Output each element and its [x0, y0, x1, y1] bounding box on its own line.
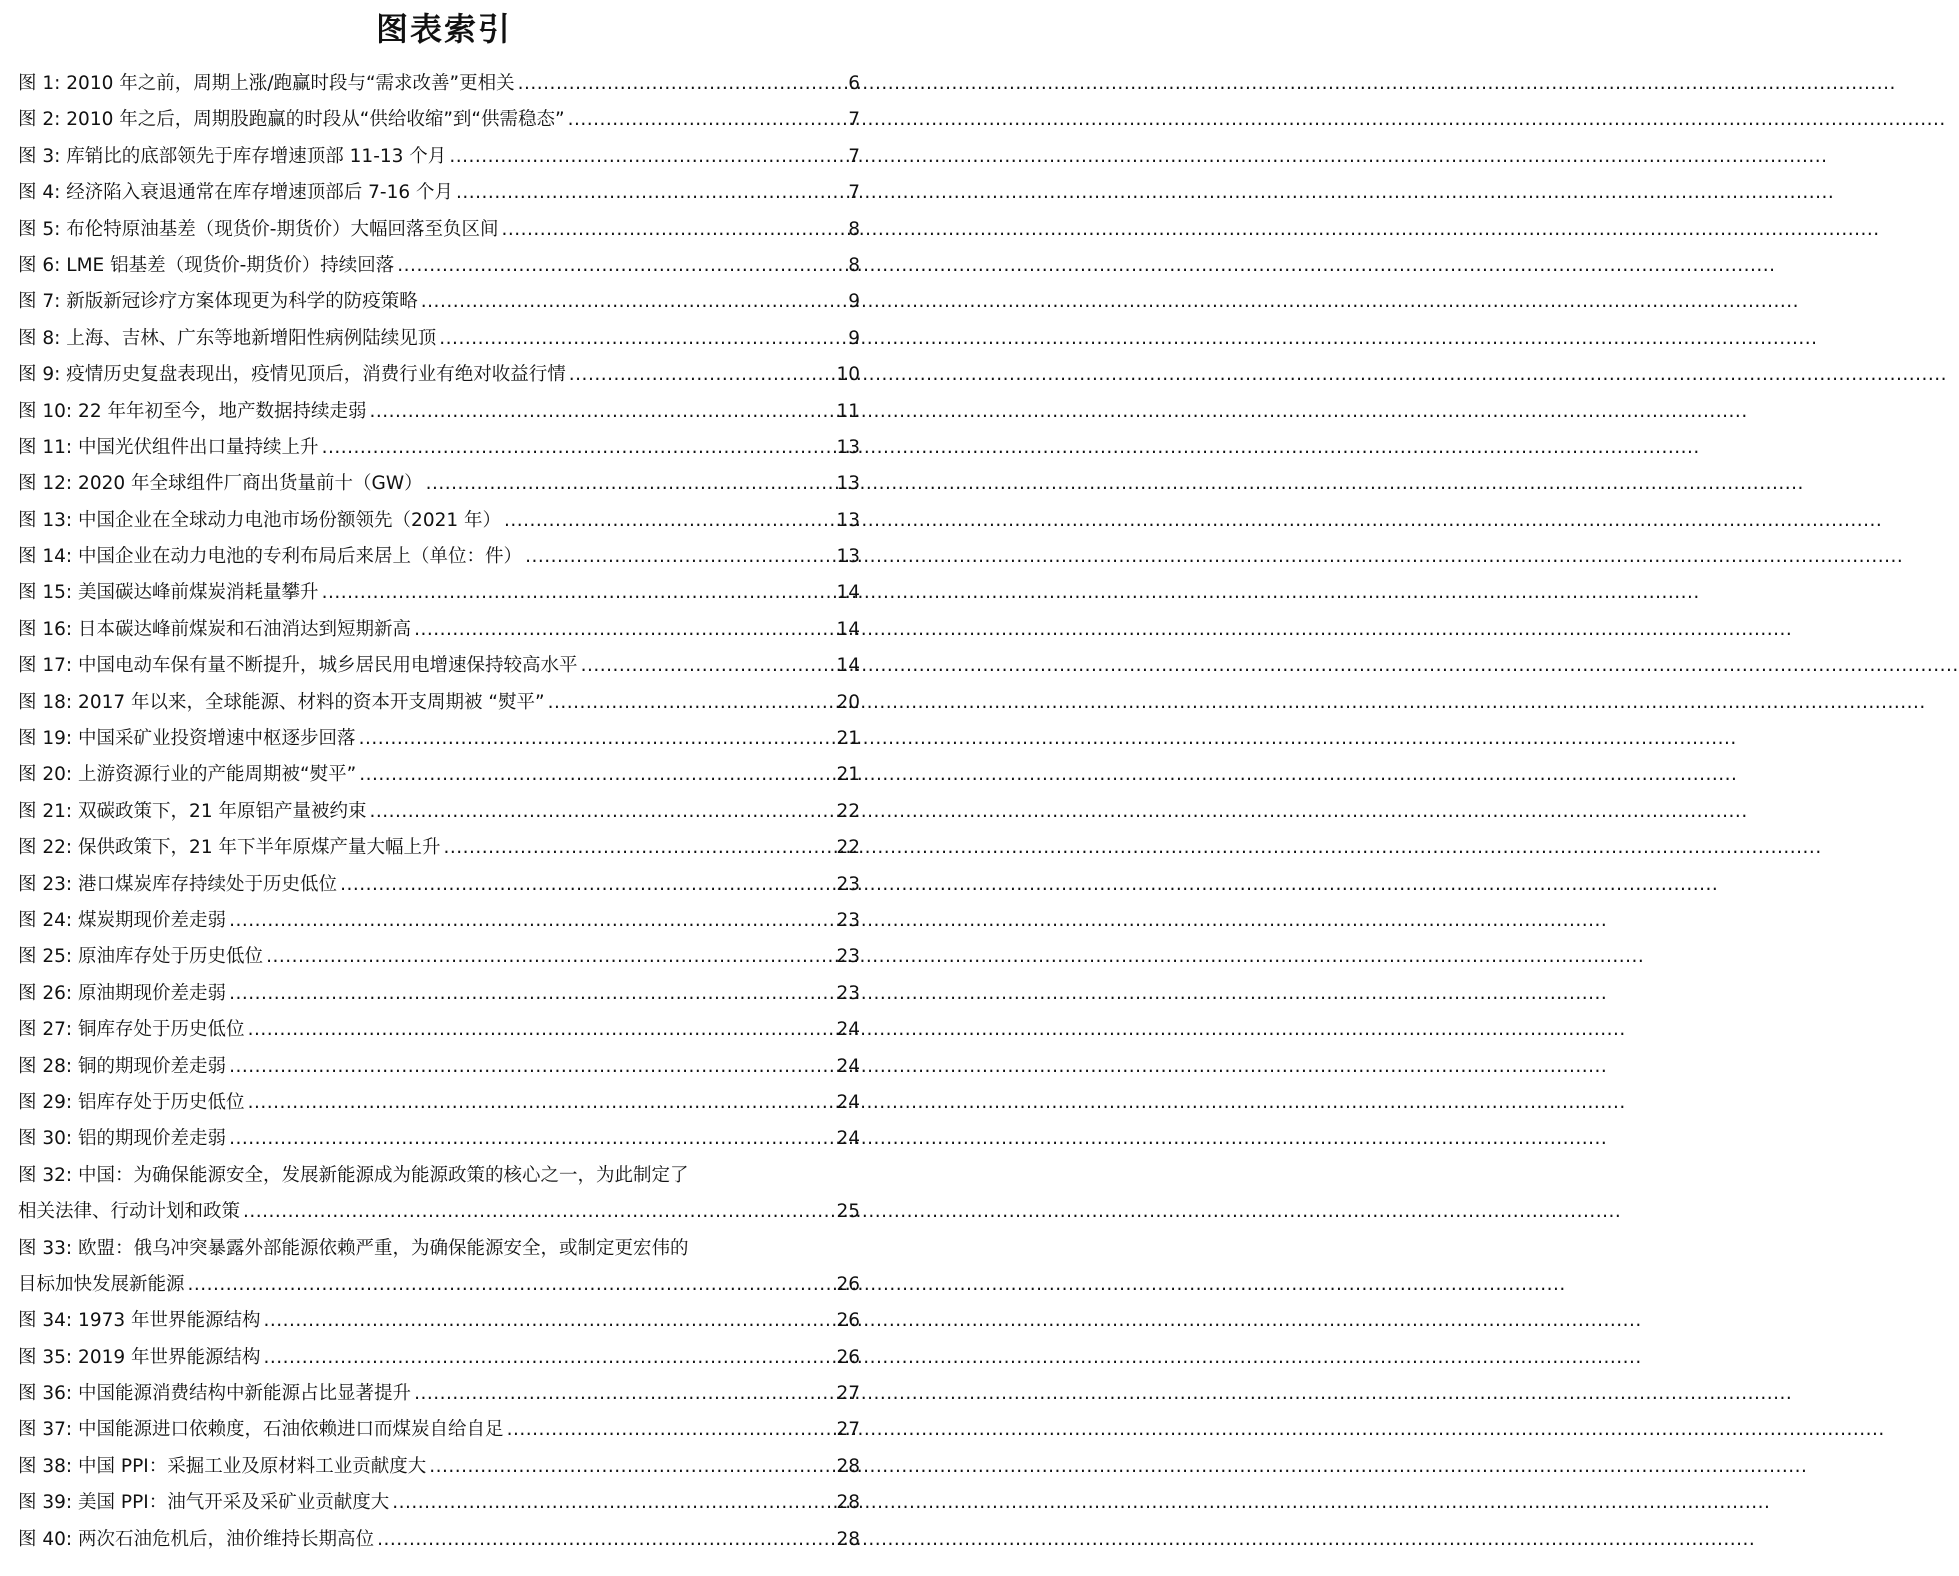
toc-entry-page: 13 [836, 546, 860, 568]
toc-entry-title-wrap [18, 539, 522, 575]
toc-entry-page: 9 [848, 291, 860, 313]
toc-entry[interactable] [18, 321, 860, 357]
toc-entry[interactable] [18, 175, 860, 211]
toc-entry-title-wrap [18, 1303, 261, 1339]
toc-entry[interactable] [18, 394, 860, 430]
toc-entry[interactable] [18, 794, 860, 830]
toc-entry-page: 13 [836, 436, 860, 458]
dot-leader [568, 102, 846, 138]
toc-entry-title: 双碳政策下，21 年原铝产量被约束 [78, 800, 367, 822]
toc-entry-title: 疫情历史复盘表现出，疫情见顶后，消费行业有绝对收益行情 [66, 364, 566, 386]
toc-entry-title-line2: 目标加快发展新能源 [18, 1273, 185, 1295]
toc-entry-title: 保供政策下，21 年下半年原煤产量大幅上升 [78, 837, 441, 859]
dot-leader [369, 394, 833, 430]
toc-entry-title-line1 [18, 1231, 860, 1267]
dot-leader [397, 248, 845, 284]
toc-entry-title: 2010 年之前，周期上涨/跑赢时段与“需求改善”更相关 [66, 73, 515, 94]
toc-entry-label: 图 37: [18, 1419, 73, 1441]
toc-entry-title: 上海、吉林、广东等地新增阳性病例陆续见顶 [66, 327, 437, 349]
toc-entry-page: 13 [836, 509, 860, 531]
toc-entry-label: 图 1: [18, 73, 61, 94]
toc-entry[interactable] [18, 1121, 860, 1157]
toc-entry-label: 图 21: [18, 800, 73, 822]
toc-entry-title: 中国电动车保有量不断提升，城乡居民用电增速保持较高水平 [78, 655, 578, 677]
toc-entry-title-wrap [18, 1412, 504, 1448]
toc-entry-title: 2019 年世界能源结构 [78, 1346, 261, 1368]
toc-entry-label: 图 32: [18, 1164, 73, 1186]
toc-entry-title: 上游资源行业的产能周期被“熨平” [78, 764, 357, 786]
toc-entry-title-wrap [18, 575, 319, 611]
dot-leader [443, 830, 833, 866]
toc-entry-label: 图 16: [18, 618, 73, 640]
toc-entry-label: 图 20: [18, 764, 73, 786]
toc-entry[interactable] [18, 1412, 860, 1448]
toc-entry[interactable] [18, 1376, 860, 1412]
toc-entry[interactable] [18, 612, 860, 648]
toc-entry-title-wrap [18, 1485, 389, 1521]
toc-entry[interactable] [18, 66, 860, 102]
toc-entry-label: 图 2: [18, 109, 61, 131]
toc-entry-title: 中国能源进口依赖度，石油依赖进口而煤炭自给自足 [78, 1419, 504, 1441]
toc-entry-page: 13 [836, 473, 860, 495]
toc-entry-title-wrap [18, 1340, 261, 1376]
dot-leader [456, 175, 845, 211]
toc-entry-title-wrap [18, 102, 565, 138]
toc-entry-title: 两次石油危机后，油价维持长期高位 [78, 1528, 375, 1550]
toc-entry-page: 23 [836, 946, 860, 968]
toc-entry-label: 图 36: [18, 1383, 73, 1405]
toc-entry-page: 14 [836, 582, 860, 604]
toc-entry[interactable] [18, 212, 860, 248]
toc-entry-title: 中国采矿业投资增速中枢逐步回落 [78, 728, 356, 750]
toc-entry-title-wrap [18, 175, 453, 211]
toc-entry-label: 图 12: [18, 473, 73, 495]
toc-entry-title: 港口煤炭库存持续处于历史低位 [78, 873, 338, 895]
toc-entry-label: 图 40: [18, 1528, 73, 1550]
toc-entry-label: 图 39: [18, 1492, 73, 1514]
dot-leader [581, 648, 834, 684]
toc-entry-title: 铜的期现价差走弱 [78, 1055, 227, 1077]
toc-entry-title: 2010 年之后，周期股跑赢的时段从“供给收缩”到“供需稳态” [66, 109, 565, 131]
dot-leader [414, 1376, 833, 1412]
toc-entry-label: 图 24: [18, 909, 73, 931]
toc-entry-label: 图 4: [18, 182, 61, 204]
toc-entry-title-wrap [18, 357, 566, 393]
dot-leader [421, 284, 845, 320]
toc-entry-title-wrap [18, 757, 356, 793]
dot-leader [392, 1485, 833, 1521]
page-title: 图表索引 [375, 10, 512, 48]
toc-entry-title-wrap [18, 721, 356, 757]
toc-entry-page: 28 [836, 1528, 860, 1550]
toc-entry-title: 2020 年全球组件厂商出货量前十（GW） [78, 473, 423, 495]
toc-entry-page: 27 [836, 1383, 860, 1405]
toc-entry-label: 图 30: [18, 1128, 73, 1150]
toc-entry-label: 图 28: [18, 1055, 73, 1077]
toc-entry[interactable] [18, 1485, 860, 1521]
toc-entry-label: 图 33: [18, 1237, 73, 1259]
dot-leader [359, 757, 833, 793]
toc-entry-title-line1 [18, 1158, 860, 1194]
toc-entry-label: 图 25: [18, 946, 73, 968]
toc-entry[interactable] [18, 357, 860, 393]
toc-entry-label: 图 8: [18, 327, 61, 349]
toc-entry-title: 中国光伏组件出口量持续上升 [78, 436, 319, 458]
toc-entry[interactable] [18, 1158, 860, 1231]
toc-entry-title-wrap [18, 830, 440, 866]
dot-leader [264, 1340, 834, 1376]
toc-entry-title-wrap [18, 430, 319, 466]
toc-entry-label: 图 13: [18, 509, 73, 531]
toc-entry-title-wrap [18, 1012, 245, 1048]
toc-entry-page: 7 [848, 182, 860, 204]
toc-entry-title-wrap [18, 1522, 374, 1558]
toc-entry-title-wrap [18, 867, 337, 903]
toc-entry-page: 26 [836, 1346, 860, 1368]
toc-entry[interactable] [18, 757, 860, 793]
toc-entry-label: 图 6: [18, 254, 61, 276]
toc-entry-title: 库销比的底部领先于库存增速顶部 11-13 个月 [66, 145, 447, 167]
toc-entry-title: LME 铝基差（现货价-期货价）持续回落 [66, 254, 395, 276]
toc-entry-title: 22 年年初至今，地产数据持续走弱 [78, 400, 367, 422]
toc-entry-page: 28 [836, 1455, 860, 1477]
toc-entry-page: 27 [836, 1419, 860, 1441]
toc-entry-page: 7 [848, 109, 860, 131]
toc-entry-title-wrap [18, 1085, 245, 1121]
toc-entry-page: 7 [848, 145, 860, 167]
toc-entry-label: 图 27: [18, 1019, 73, 1041]
toc-entry-title: 铝库存处于历史低位 [78, 1091, 245, 1113]
toc-entry-title-wrap [18, 394, 366, 430]
dot-leader [229, 903, 833, 939]
dot-leader [507, 1412, 834, 1448]
toc-entry-page: 23 [836, 873, 860, 895]
toc-entry[interactable] [18, 830, 860, 866]
dot-leader [248, 1012, 834, 1048]
toc-entry-label: 图 15: [18, 582, 73, 604]
toc-entry-label: 图 38: [18, 1455, 73, 1477]
toc-entry-label: 图 34: [18, 1310, 73, 1332]
toc-entry-title-wrap [18, 212, 498, 248]
dot-leader [525, 539, 833, 575]
toc-entry-title-wrap [18, 284, 418, 320]
toc-entry[interactable] [18, 903, 860, 939]
dot-leader [359, 721, 834, 757]
toc-entry-title-wrap [18, 248, 394, 284]
toc-entry-title-wrap [18, 976, 226, 1012]
toc-entry-title: 中国企业在动力电池的专利布局后来居上（单位：件） [78, 546, 523, 568]
dot-leader [414, 612, 833, 648]
dot-leader [248, 1085, 834, 1121]
toc-entry-label: 图 17: [18, 655, 73, 677]
toc-entry-label: 图 14: [18, 546, 73, 568]
dot-leader [266, 939, 833, 975]
toc-entry-title-wrap [18, 794, 366, 830]
toc-entry-page: 23 [836, 909, 860, 931]
toc-entry[interactable] [18, 939, 860, 975]
toc-entry-page: 8 [848, 218, 860, 240]
toc-entry-label: 图 18: [18, 691, 73, 713]
toc-entry-page: 24 [836, 1128, 860, 1150]
toc-entry[interactable] [18, 976, 860, 1012]
toc-entry-title-wrap [18, 1121, 226, 1157]
toc-entry-title-wrap [18, 1449, 426, 1485]
toc-entry-label: 图 7: [18, 291, 61, 313]
toc-entry[interactable] [18, 1449, 860, 1485]
toc-entry-label: 图 22: [18, 837, 73, 859]
toc-entry-page: 20 [836, 691, 860, 713]
toc-entry-title: 经济陷入衰退通常在库存增速顶部后 7-16 个月 [66, 182, 454, 204]
toc-entry-title-wrap [18, 1376, 411, 1412]
toc-entry-title: 中国能源消费结构中新能源占比显著提升 [78, 1383, 412, 1405]
toc-entry-label: 图 29: [18, 1091, 73, 1113]
toc-entry[interactable] [18, 648, 860, 684]
toc-entry-page: 24 [836, 1019, 860, 1041]
dot-leader [548, 685, 834, 721]
toc-entry-page: 14 [836, 618, 860, 640]
dot-leader [229, 976, 833, 1012]
toc-entry-title-line2: 相关法律、行动计划和政策 [18, 1201, 241, 1223]
toc-entry-page: 8 [848, 254, 860, 276]
toc-entry-title-wrap [18, 648, 578, 684]
dot-leader [429, 1449, 833, 1485]
toc-entry-page: 22 [836, 837, 860, 859]
toc-entry-title: 新版新冠诊疗方案体现更为科学的防疫策略 [66, 291, 418, 313]
toc-entry-page: 14 [836, 655, 860, 677]
toc-entry[interactable] [18, 430, 860, 466]
toc-entry-title: 铜库存处于历史低位 [78, 1019, 245, 1041]
toc-entry-title: 2017 年以来，全球能源、材料的资本开支周期被 “熨平” [78, 691, 545, 713]
dot-leader [264, 1303, 834, 1339]
toc-entry-page: 26 [836, 1310, 860, 1332]
toc-entry-title: 欧盟：俄乌冲突暴露外部能源依赖严重，为确保能源安全，或制定更宏伟的 [78, 1237, 689, 1259]
toc-entry-title: 中国：为确保能源安全，发展新能源成为能源政策的核心之一，为此制定了 [78, 1164, 689, 1186]
dot-leader [229, 1049, 833, 1085]
dot-leader [569, 357, 834, 393]
dot-leader [501, 212, 845, 248]
toc-entry-page: 23 [836, 982, 860, 1004]
toc-entry[interactable] [18, 1340, 860, 1376]
toc-entry-page: 9 [848, 327, 860, 349]
toc-entry[interactable] [18, 1085, 860, 1121]
toc-entry-label: 图 9: [18, 364, 61, 386]
toc-entry-page: 24 [836, 1055, 860, 1077]
toc-entry-title-wrap [18, 612, 411, 648]
toc-entry-title: 中国 PPI：采掘工业及原材料工业贡献度大 [78, 1455, 427, 1477]
toc-entry-label: 图 11: [18, 436, 73, 458]
dot-leader [243, 1194, 833, 1230]
toc-entry-title-wrap [18, 466, 423, 502]
toc-entry-title: 原油库存处于历史低位 [78, 946, 264, 968]
toc-entry-page: 11 [836, 400, 860, 422]
toc-entry-label: 图 19: [18, 728, 73, 750]
toc-entry[interactable] [18, 466, 860, 502]
dot-leader [504, 503, 833, 539]
toc-entry-page: 10 [836, 364, 860, 386]
dot-leader [439, 321, 845, 357]
toc-entry-title: 美国 PPI：油气开采及采矿业贡献度大 [78, 1492, 390, 1514]
toc-entry-label: 图 26: [18, 982, 73, 1004]
toc-entry[interactable] [18, 1049, 860, 1085]
dot-leader [377, 1522, 833, 1558]
toc-entry-page: 21 [836, 764, 860, 786]
toc-entry-title-wrap [18, 66, 515, 102]
table-of-figures [18, 66, 860, 1558]
toc-entry-page: 25 [836, 1201, 860, 1223]
dot-leader [340, 867, 833, 903]
toc-entry[interactable] [18, 867, 860, 903]
dot-leader [518, 66, 846, 102]
toc-entry-page: 24 [836, 1091, 860, 1113]
toc-entry-title: 美国碳达峰前煤炭消耗量攀升 [78, 582, 319, 604]
toc-entry-page: 28 [836, 1492, 860, 1514]
toc-entry-title: 日本碳达峰前煤炭和石油消达到短期新高 [78, 618, 412, 640]
toc-entry-title-wrap [18, 321, 436, 357]
toc-entry-title-wrap [18, 903, 226, 939]
toc-entry[interactable] [18, 248, 860, 284]
toc-entry-label: 图 5: [18, 218, 61, 240]
toc-entry-title: 铝的期现价差走弱 [78, 1128, 227, 1150]
toc-entry-title-wrap [18, 1049, 226, 1085]
toc-entry-title-wrap [18, 139, 446, 175]
toc-entry[interactable] [18, 503, 860, 539]
dot-leader [322, 575, 834, 611]
dot-leader [229, 1121, 833, 1157]
toc-entry[interactable] [18, 284, 860, 320]
toc-entry-label: 图 10: [18, 400, 73, 422]
toc-entry[interactable] [18, 1012, 860, 1048]
toc-entry[interactable] [18, 1231, 860, 1304]
toc-entry[interactable] [18, 139, 860, 175]
toc-entry-title: 原油期现价差走弱 [78, 982, 227, 1004]
dot-leader [322, 430, 834, 466]
dot-leader [369, 794, 833, 830]
toc-entry-page: 26 [836, 1273, 860, 1295]
toc-entry[interactable] [18, 1522, 860, 1558]
toc-entry-page: 22 [836, 800, 860, 822]
toc-entry-title-wrap [18, 685, 545, 721]
toc-entry-page: 6 [848, 73, 860, 94]
toc-entry-page: 21 [836, 728, 860, 750]
toc-entry-title-wrap [18, 503, 501, 539]
toc-entry[interactable] [18, 721, 860, 757]
dot-leader [426, 466, 834, 502]
toc-entry[interactable] [18, 575, 860, 611]
dot-leader [188, 1267, 834, 1303]
toc-entry[interactable] [18, 685, 860, 721]
toc-entry-title: 煤炭期现价差走弱 [78, 909, 227, 931]
toc-entry-title-wrap [18, 939, 263, 975]
toc-entry-title: 中国企业在全球动力电池市场份额领先（2021 年） [78, 509, 502, 531]
toc-entry-label: 图 3: [18, 145, 61, 167]
toc-entry-title: 1973 年世界能源结构 [78, 1310, 261, 1332]
dot-leader [449, 139, 845, 175]
toc-entry-title: 布伦特原油基差（现货价-期货价）大幅回落至负区间 [66, 218, 499, 240]
toc-entry[interactable] [18, 539, 860, 575]
toc-entry-label: 图 23: [18, 873, 73, 895]
toc-entry[interactable] [18, 1303, 860, 1339]
toc-entry-label: 图 35: [18, 1346, 73, 1368]
toc-entry[interactable] [18, 102, 860, 138]
